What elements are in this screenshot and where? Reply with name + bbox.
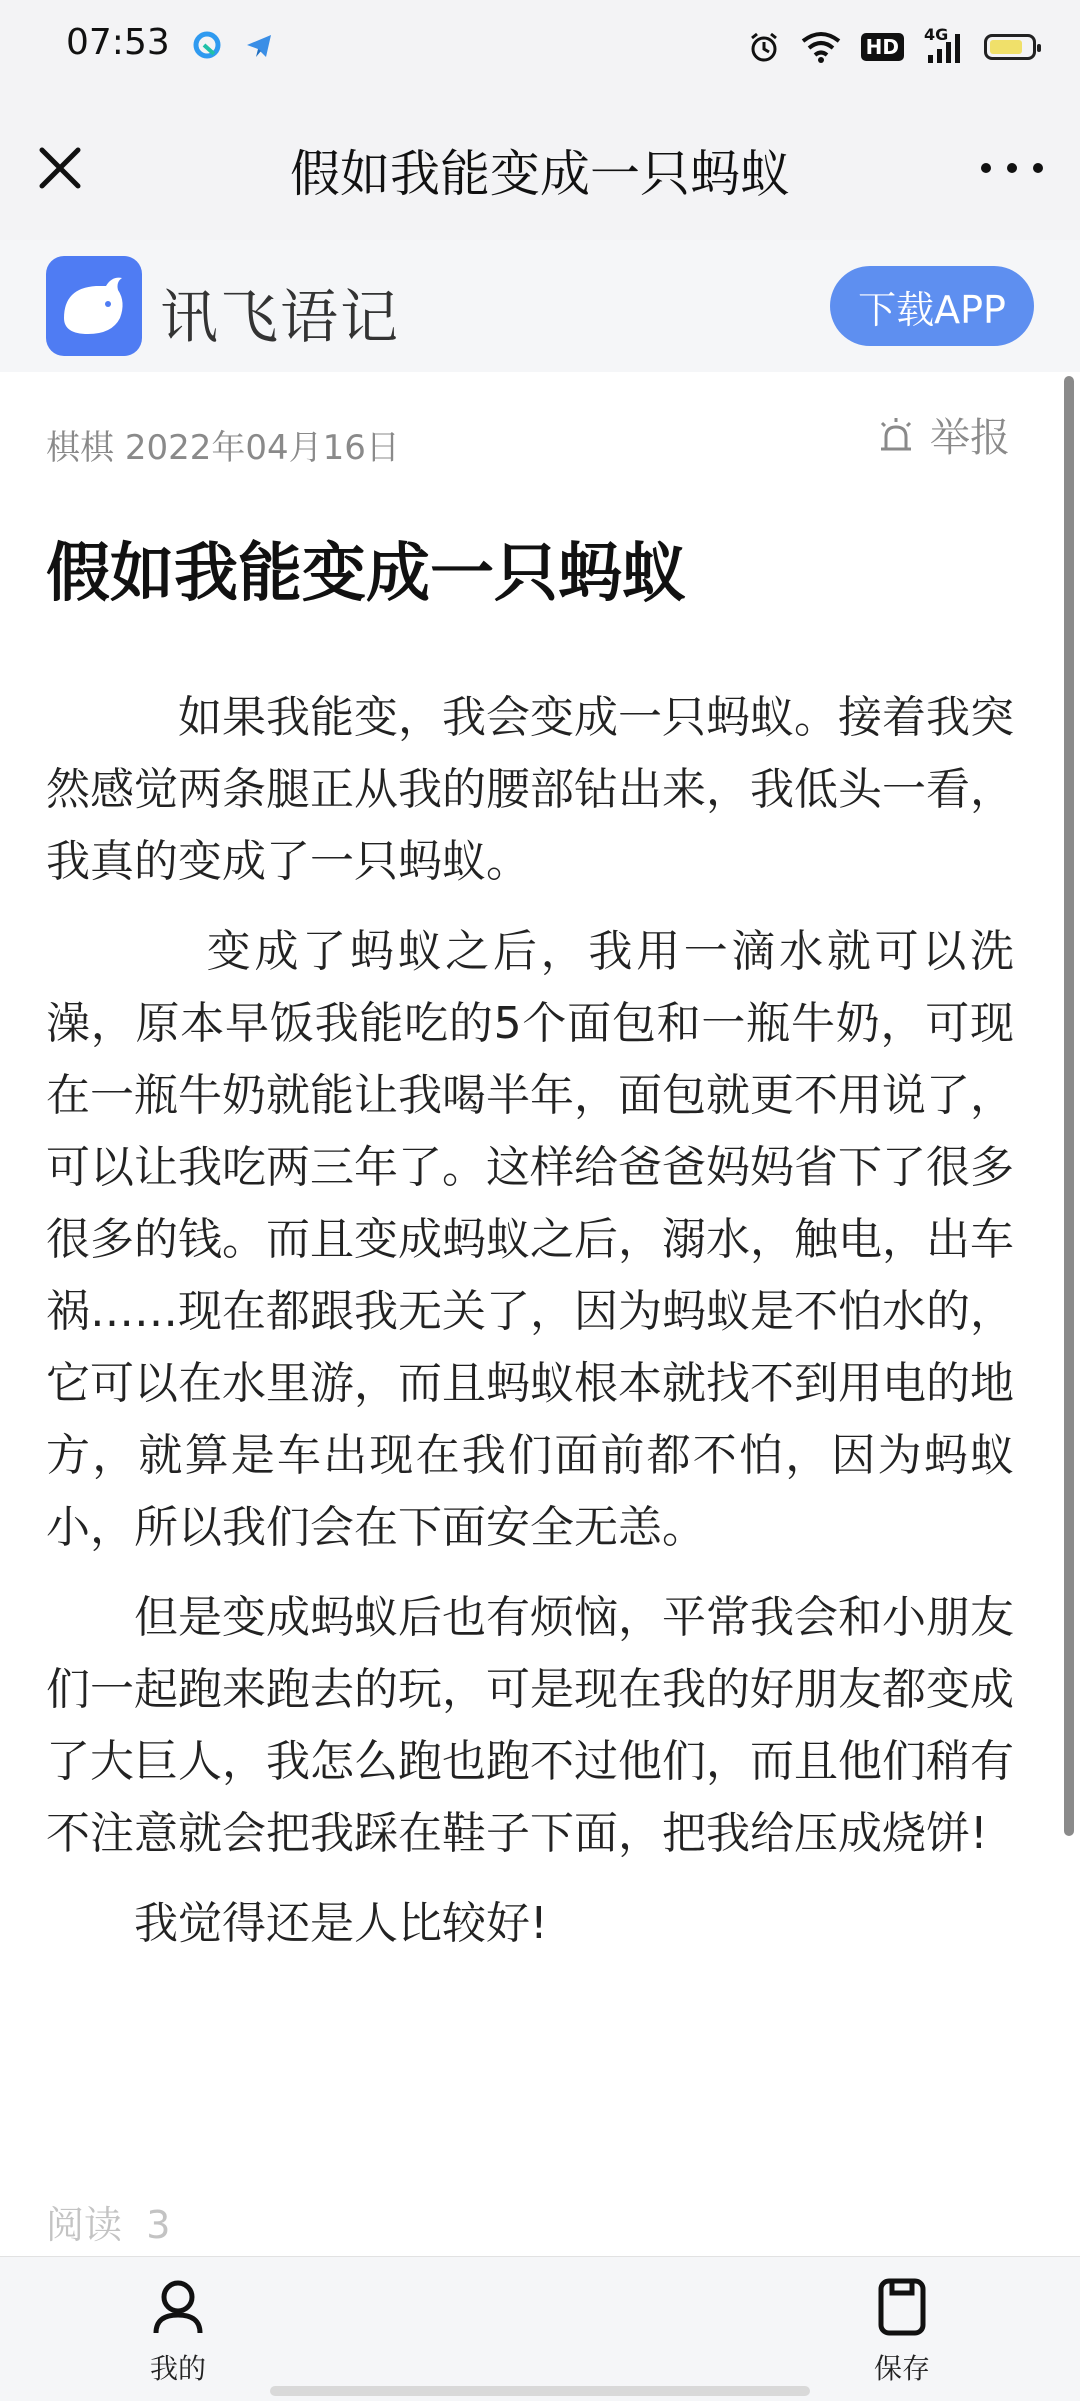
alarm-icon xyxy=(747,30,781,64)
paragraph: 如果我能变，我会变成一只蚂蚁。接着我突然感觉两条腿正从我的腰部钻出来，我低头一看，我真的变成了一只蚂蚁。 xyxy=(46,692,1014,887)
paragraph: 我觉得还是人比较好! xyxy=(46,1898,548,1949)
app-banner xyxy=(0,240,1080,372)
status-time: 07:53 xyxy=(66,22,170,63)
read-label: 阅读 xyxy=(46,2203,123,2247)
read-count xyxy=(46,2194,170,2249)
whale-logo-icon xyxy=(46,256,142,356)
author-name: 棋棋 xyxy=(46,428,114,468)
network-type-label: 4G xyxy=(924,25,949,44)
report-button[interactable] xyxy=(876,406,1010,463)
scrollbar[interactable] xyxy=(1064,376,1074,1836)
app-name: 讯飞语记 xyxy=(160,283,401,351)
download-app-button[interactable]: 下载APP xyxy=(830,266,1034,346)
close-icon[interactable] xyxy=(28,136,92,200)
report-label: 举报 xyxy=(930,415,1010,461)
battery-level xyxy=(990,40,1022,54)
nav-item-save[interactable] xyxy=(842,2277,962,2387)
paragraph: 但是变成蚂蚁后也有烦恼，平常我会和小朋友们一起跑来跑去的玩，可是现在我的好朋友都变成了大巨人，我怎么跑也跑不过他们，而且他们稍有不注意就会把我踩在鞋子下面，把我给压成烧饼! xyxy=(46,1592,1014,1859)
title-bar xyxy=(0,96,1080,240)
hd-icon: HD xyxy=(861,33,904,61)
article xyxy=(0,372,1080,2252)
article-title: 假如我能变成一只蚂蚁 xyxy=(46,537,686,611)
paragraph: 变成了蚂蚁之后，我用一滴水就可以洗澡，原本早饭我能吃的5个面包和一瓶牛奶，可现在一瓶牛奶就能让我喝半年，面包就更不用说了，可以让我吃两三年了。这样给爸爸妈妈省下了很多很多的钱。而且变成蚂蚁之后，溺水，触电，出车祸……现在都跟我无关了，因为蚂蚁是不怕水的，它可以在水里游，而且蚂蚁根本就找不到用电的地方，就算是车出现在我们面前都不怕，因为蚂蚁小，所以我们会在下面安全无恙。 xyxy=(46,926,1014,1553)
read-count-value: 3 xyxy=(146,2203,171,2247)
article-body xyxy=(46,682,1014,1978)
status-bar xyxy=(0,0,1080,96)
nav-label-save: 保存 xyxy=(873,2352,930,2385)
save-icon xyxy=(876,2277,928,2337)
publish-date: 2022年04月16日 xyxy=(124,428,400,468)
alarm-light-icon xyxy=(876,415,916,455)
nav-item-mine[interactable] xyxy=(118,2277,238,2387)
telegram-icon xyxy=(244,30,274,60)
battery-icon xyxy=(984,34,1036,60)
wifi-icon xyxy=(801,31,841,63)
bottom-nav xyxy=(0,2256,1080,2401)
more-options-icon[interactable] xyxy=(974,136,1050,200)
page-title: 假如我能变成一只蚂蚁 xyxy=(290,145,790,203)
gesture-bar xyxy=(270,2386,810,2396)
status-icons xyxy=(747,22,1036,72)
4g-signal-icon xyxy=(924,25,964,65)
qq-browser-icon xyxy=(192,30,222,60)
article-meta xyxy=(46,420,400,469)
person-icon xyxy=(152,2277,204,2337)
nav-label-mine: 我的 xyxy=(149,2352,206,2385)
